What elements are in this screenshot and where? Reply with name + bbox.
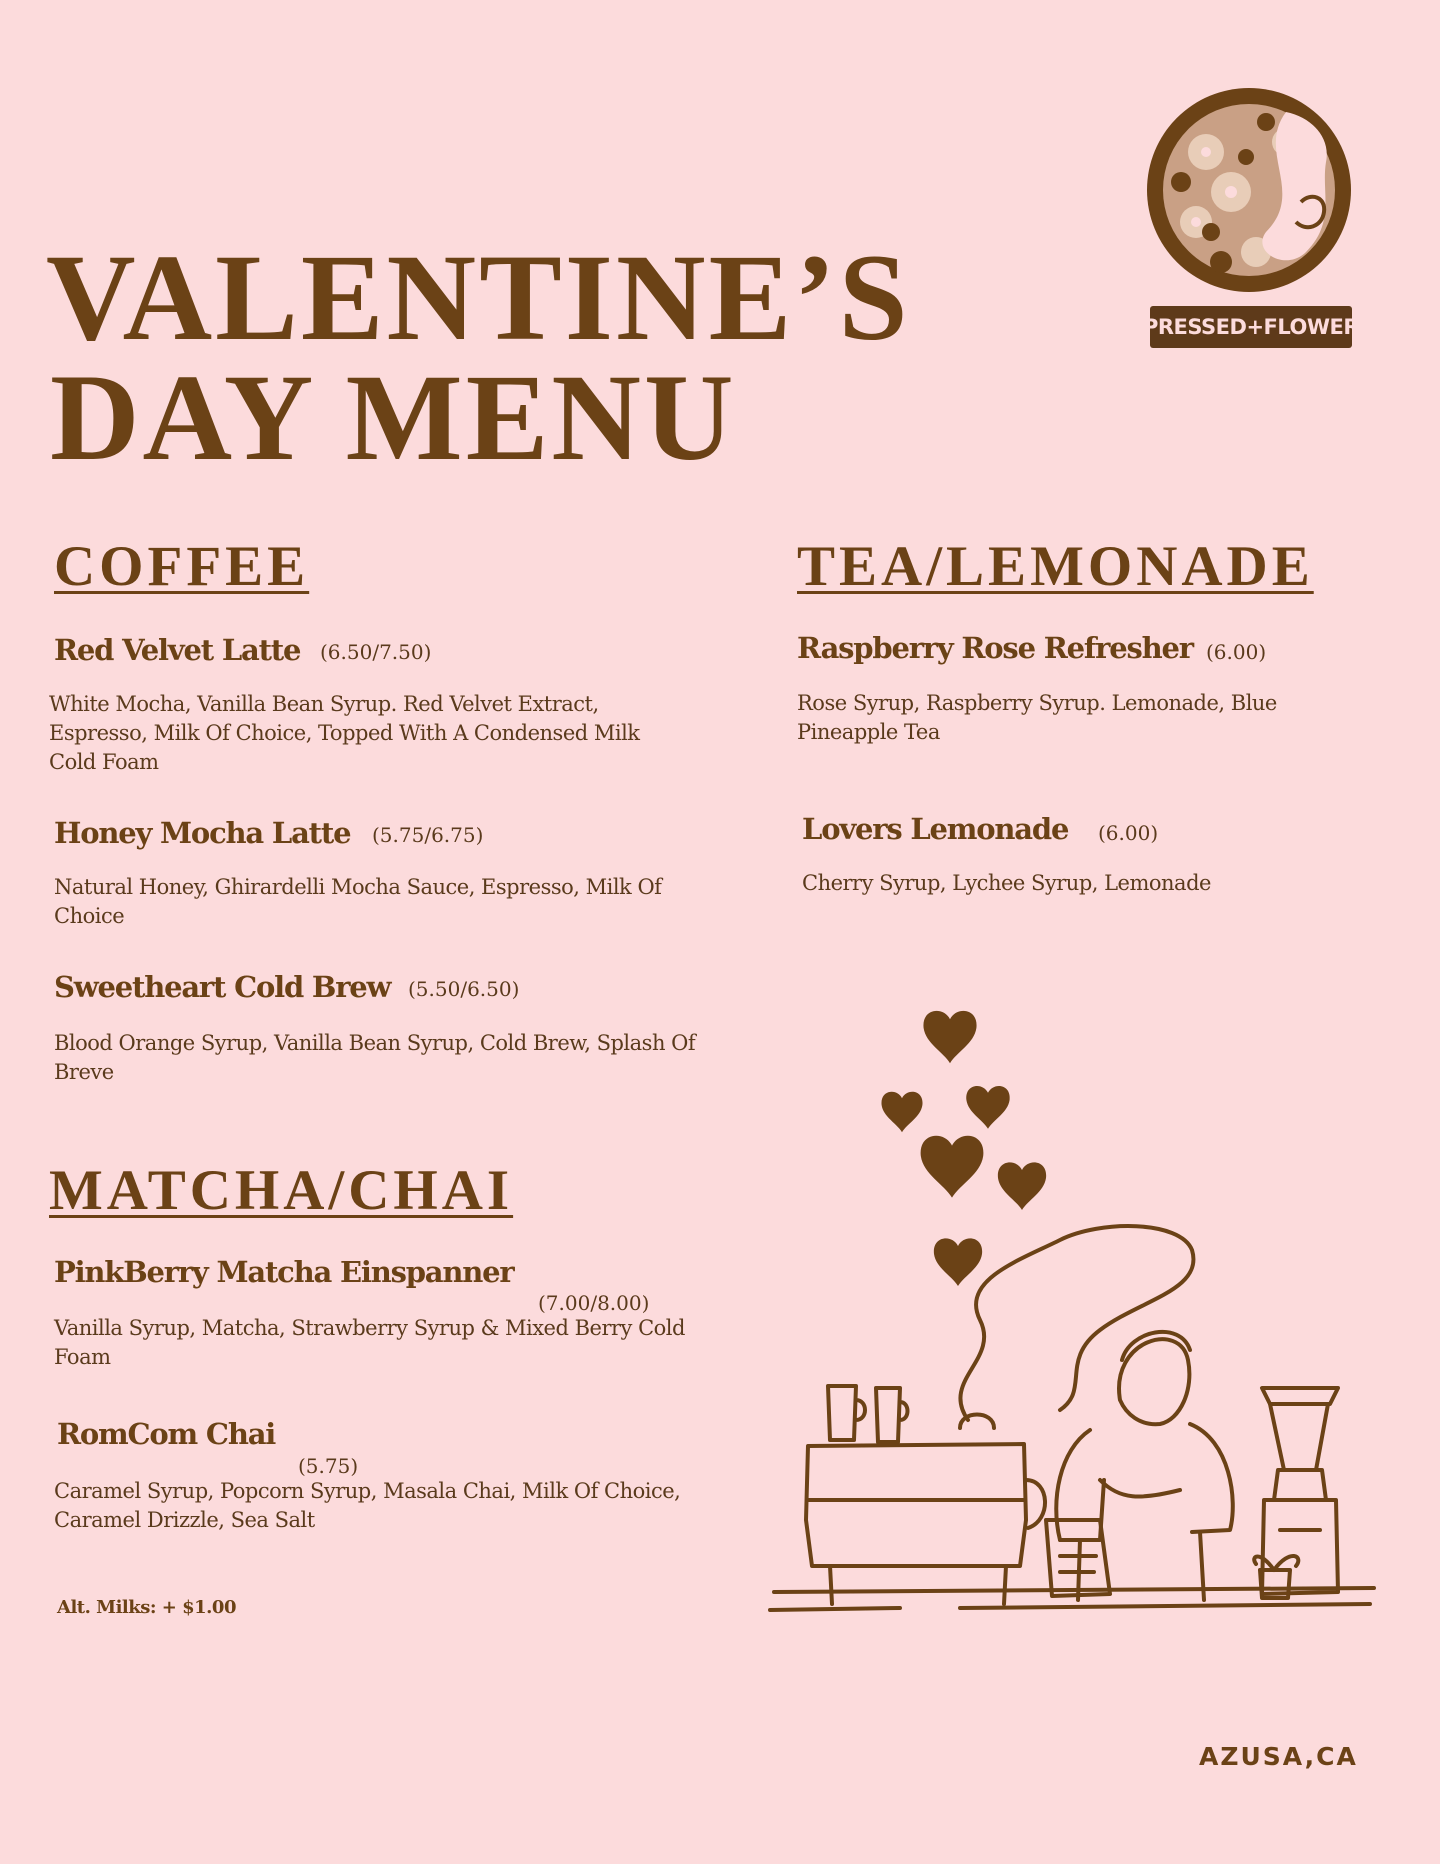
menu-item-price: (6.50/7.50) [320, 640, 432, 664]
section-heading-tea-lemonade: TEA/LEMONADE [797, 535, 1314, 598]
menu-item-price: (5.75) [298, 1454, 359, 1478]
menu-item-description: White Mocha, Vanilla Bean Syrup. Red Velvet Extract, Espresso, Milk Of Choice, Topped With A Condensed Milk Cold Foam [49, 692, 640, 774]
menu-item-description: Caramel Syrup, Popcorn Syrup, Masala Chai, Milk Of Choice, Caramel Drizzle, Sea Salt [54, 1479, 681, 1532]
menu-item-name: RomCom Chai [57, 1417, 276, 1451]
menu-item-name: Raspberry Rose Refresher [797, 631, 1193, 665]
menu-item-name: PinkBerry Matcha Einspanner [54, 1255, 514, 1289]
brand-name-tag: PRESSED+FLOWER [1150, 306, 1352, 348]
menu-item-name: Honey Mocha Latte [54, 816, 351, 850]
menu-item-description: Cherry Syrup, Lychee Syrup, Lemonade [802, 871, 1211, 895]
location-text: AZUSA,CA [1199, 1742, 1358, 1771]
menu-item-name: Sweetheart Cold Brew [54, 970, 391, 1004]
title-line-1: VALENTINE’S [46, 229, 911, 366]
floral-wreath-logo [1136, 82, 1362, 298]
menu-item-description: Natural Honey, Ghirardelli Mocha Sauce, Espresso, Milk Of Choice [54, 875, 662, 928]
menu-item-name: Lovers Lemonade [802, 812, 1069, 846]
menu-item-description: Rose Syrup, Raspberry Syrup. Lemonade, Blue Pineapple Tea [797, 691, 1277, 744]
menu-item-price: (7.00/8.00) [538, 1291, 650, 1315]
menu-item-price: (5.50/6.50) [408, 977, 520, 1001]
menu-item-name: Red Velvet Latte [54, 633, 301, 667]
menu-item-price: (6.00) [1098, 821, 1159, 845]
menu-item-price: (6.00) [1206, 640, 1267, 664]
menu-item-price: (5.75/6.75) [372, 823, 484, 847]
menu-item-description: Blood Orange Syrup, Vanilla Bean Syrup, Cold Brew, Splash Of Breve [54, 1031, 696, 1084]
brand-logo [1136, 82, 1362, 352]
barista-illustration [760, 1000, 1380, 1640]
title-line-2: DAY MENU [50, 349, 737, 486]
alt-milks-note: Alt. Milks: + $1.00 [57, 1597, 236, 1618]
heart-icon [881, 1011, 1046, 1286]
section-heading-coffee: COFFEE [54, 535, 310, 598]
menu-item-description: Vanilla Syrup, Matcha, Strawberry Syrup & Mixed Berry Cold Foam [54, 1316, 685, 1369]
section-heading-matcha-chai: MATCHA/CHAI [49, 1159, 514, 1222]
